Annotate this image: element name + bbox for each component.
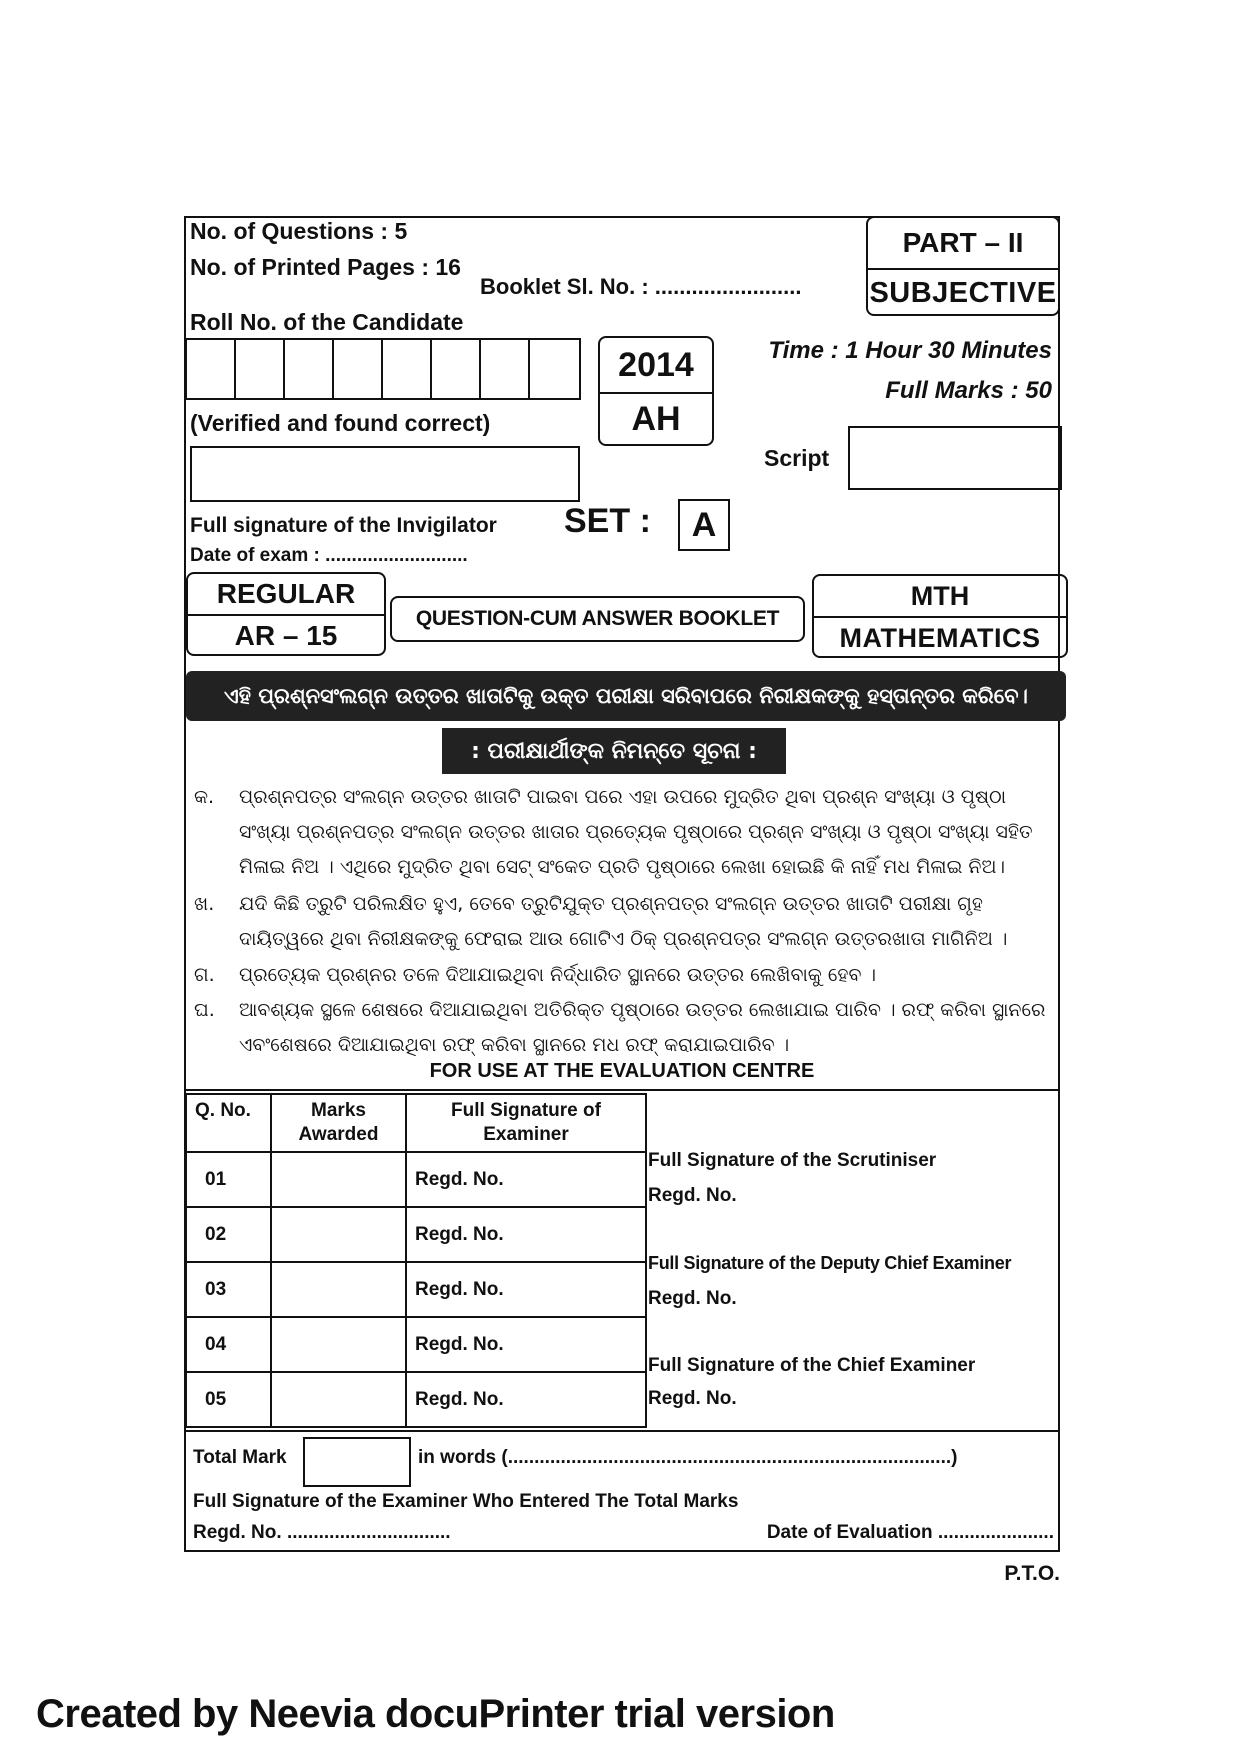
- table-row: [186, 1317, 646, 1372]
- pto-label: P.T.O.: [1004, 1562, 1060, 1585]
- marks-cell[interactable]: [271, 1207, 406, 1262]
- regd-no-cell[interactable]: Regd. No.: [406, 1317, 646, 1372]
- instruction-marker: ଖ.: [194, 893, 215, 915]
- header-examiner-signature: Full Signature of Examiner: [406, 1094, 646, 1152]
- part-label: PART – II: [868, 218, 1058, 270]
- no-of-printed-pages: No. of Printed Pages : 16: [190, 254, 461, 280]
- q-number: 04: [186, 1317, 271, 1372]
- roll-cell[interactable]: [187, 340, 236, 398]
- marks-cell[interactable]: [271, 1152, 406, 1207]
- script-box[interactable]: [848, 426, 1062, 490]
- instructions-heading: : ପରୀକ୍ଷାର୍ଥୀଙ୍କ ନିମନ୍ତେ ସୂଚନା :: [442, 728, 786, 774]
- set-label: SET :: [564, 502, 651, 540]
- marks-cell[interactable]: [271, 1317, 406, 1372]
- script-label: Script: [764, 445, 830, 471]
- regd-no-cell[interactable]: Regd. No.: [406, 1207, 646, 1262]
- instruction-text: ଯଦି କିଛି ତ୍ରୁଟି ପରିଲକ୍ଷିତ ହୁଏ, ତେବେ ତ୍ରୁଟିଯୁକ୍ତ ପ୍ରଶ୍ନପତ୍ର ସଂଲଗ୍ନ ଉତ୍ତର ଖାତାଟି ପରୀକ୍ଷା ଗୃହ ଦାୟିତ୍ୱରେ ଥିବା ନିରୀକ୍ଷକଙ୍କୁ ଫେରାଇ ଆଉ ଗୋଟିଏ ଠିକ୍ ପ୍ରଶ୍ନପତ୍ର ସଂଲଗ୍ନ ଉତ୍ତରଖାତା ମାଗିନିଅ ।: [239, 893, 1008, 950]
- year-code-box: [598, 336, 714, 446]
- scrutiniser-regd-no: Regd. No.: [648, 1185, 737, 1206]
- roll-cell[interactable]: [334, 340, 383, 398]
- deputy-chief-signature-label: Full Signature of the Deputy Chief Examiner: [648, 1253, 1012, 1273]
- roll-no-label: Roll No. of the Candidate: [190, 309, 464, 335]
- no-of-questions: No. of Questions : 5: [190, 218, 408, 244]
- regd-no-cell[interactable]: Regd. No.: [406, 1372, 646, 1427]
- scrutiniser-signature-label: Full Signature of the Scrutiniser: [648, 1150, 937, 1171]
- subject-code: MTH: [814, 576, 1066, 618]
- roll-cell[interactable]: [285, 340, 334, 398]
- instruction-marker: ଗ.: [194, 964, 215, 986]
- q-number: 03: [186, 1262, 271, 1317]
- set-value: A: [678, 499, 730, 551]
- marks-cell[interactable]: [271, 1262, 406, 1317]
- roll-cell[interactable]: [383, 340, 432, 398]
- regd-no-cell[interactable]: Regd. No.: [406, 1262, 646, 1317]
- invigilator-signature-label: Full signature of the Invigilator: [190, 514, 497, 537]
- part-type: SUBJECTIVE: [869, 276, 1057, 309]
- verified-label: (Verified and found correct): [190, 410, 491, 436]
- divider: [184, 1089, 1060, 1091]
- total-mark-box[interactable]: [303, 1437, 411, 1487]
- watermark: Created by Neevia docuPrinter trial version: [36, 1692, 835, 1736]
- instruction-marker: କ.: [194, 786, 215, 808]
- roll-cell[interactable]: [481, 340, 530, 398]
- regular-label: REGULAR: [188, 574, 384, 616]
- full-marks: Full Marks : 50: [885, 377, 1052, 404]
- roll-no-boxes[interactable]: [185, 338, 581, 400]
- header-qno: Q. No.: [186, 1094, 271, 1152]
- instruction-text: ପ୍ରତ୍ୟେକ ପ୍ରଶ୍ନର ତଳେ ଦିଆଯାଇଥିବା ନିର୍ଦ୍ଧାରିତ ସ୍ଥାନରେ ଉତ୍ତର ଲେଖିବାକୁ ହେବ ।: [239, 964, 877, 986]
- chief-examiner-regd-no: Regd. No.: [648, 1388, 737, 1409]
- roll-cell[interactable]: [432, 340, 481, 398]
- booklet-sl-no: Booklet Sl. No. : ........................: [480, 274, 802, 299]
- subject-name: MATHEMATICS: [839, 622, 1041, 653]
- total-examiner-signature-label: Full Signature of the Examiner Who Entered The Total Marks: [193, 1491, 739, 1512]
- ar-label: AR – 15: [234, 620, 338, 651]
- return-instruction-banner: ଏହି ପ୍ରଶ୍ନସଂଲଗ୍ନ ଉତ୍ତର ଖାତାଟିକୁ ଉକ୍ତ ପରୀକ୍ଷା ସରିବାପରେ ନିରୀକ୍ଷକଙ୍କୁ ହସ୍ତାନ୍ତର କରିବେ।: [186, 671, 1066, 721]
- booklet-type: QUESTION-CUM ANSWER BOOKLET: [390, 596, 805, 642]
- q-number: 01: [186, 1152, 271, 1207]
- regular-box: [186, 572, 386, 656]
- instruction-text: ପ୍ରଶ୍ନପତ୍ର ସଂଲଗ୍ନ ଉତ୍ତର ଖାତାଟି ପାଇବା ପରେ ଏହା ଉପରେ ମୁଦ୍ରିତ ଥିବା ପ୍ରଶ୍ନ ସଂଖ୍ୟା ଓ ପୃଷ୍ଠା ସଂଖ୍ୟା ପ୍ରଶ୍ନପତ୍ର ସଂଲଗ୍ନ ଉତ୍ତର ଖାତାର ପ୍ରତ୍ୟେକ ପୃଷ୍ଠାରେ ପ୍ରଶ୍ନ ସଂଖ୍ୟା ଓ ପୃଷ୍ଠା ସଂଖ୍ୟା ସହିତ ମିଳାଇ ନିଅ । ଏଥିରେ ମୁଦ୍ରିତ ଥିବା ସେଟ୍ ସଂକେତ ପ୍ରତି ପୃଷ୍ଠାରେ ଲେଖା ହୋଇଛି କି ନାହିଁ ମଧ ମିଳାଇ ନିଅ।: [239, 786, 1033, 878]
- evaluation-heading: FOR USE AT THE EVALUATION CENTRE: [429, 1060, 815, 1082]
- verification-signature-box[interactable]: [190, 446, 580, 502]
- instruction-marker: ଘ.: [194, 999, 215, 1021]
- exam-year: 2014: [600, 338, 712, 394]
- table-row: [186, 1152, 646, 1207]
- divider: [184, 1430, 1060, 1432]
- table-row: [186, 1262, 646, 1317]
- q-number: 05: [186, 1372, 271, 1427]
- part-box: [866, 216, 1060, 316]
- total-mark-label: Total Mark: [193, 1447, 287, 1468]
- instruction-text: ଆବଶ୍ୟକ ସ୍ଥଳେ ଶେଷରେ ଦିଆଯାଇଥିବା ଅତିରିକ୍ତ ପୃଷ୍ଠାରେ ଉତ୍ତର ଲେଖାଯାଇ ପାରିବ । ରଫ୍ କରିବା ସ୍ଥାନରେ ଏବଂଶେଷରେ ଦିଆଯାଇଥିବା ରଫ୍ କରିବା ସ୍ଥାନରେ ମଧ ରଫ୍ କରାଯାଇପାରିବ ।: [239, 999, 1046, 1056]
- q-number: 02: [186, 1207, 271, 1262]
- exam-code: AH: [631, 399, 681, 438]
- table-row: [186, 1207, 646, 1262]
- roll-cell[interactable]: [236, 340, 285, 398]
- regd-no-cell[interactable]: Regd. No.: [406, 1152, 646, 1207]
- chief-examiner-signature-label: Full Signature of the Chief Examiner: [648, 1355, 976, 1376]
- table-row: [186, 1372, 646, 1427]
- total-in-words[interactable]: in words (....................................................................................): [418, 1447, 958, 1468]
- date-of-exam: Date of exam : ...........................: [190, 545, 468, 566]
- header-marks-awarded: Marks Awarded: [271, 1094, 406, 1152]
- total-regd-no[interactable]: Regd. No. ...............................: [193, 1522, 451, 1543]
- exam-time: Time : 1 Hour 30 Minutes: [768, 337, 1052, 364]
- deputy-chief-regd-no: Regd. No.: [648, 1288, 737, 1309]
- subject-box: [812, 574, 1068, 658]
- marks-cell[interactable]: [271, 1372, 406, 1427]
- roll-cell[interactable]: [530, 340, 579, 398]
- marks-table: [185, 1093, 647, 1428]
- date-of-evaluation[interactable]: Date of Evaluation ......................: [766, 1522, 1054, 1543]
